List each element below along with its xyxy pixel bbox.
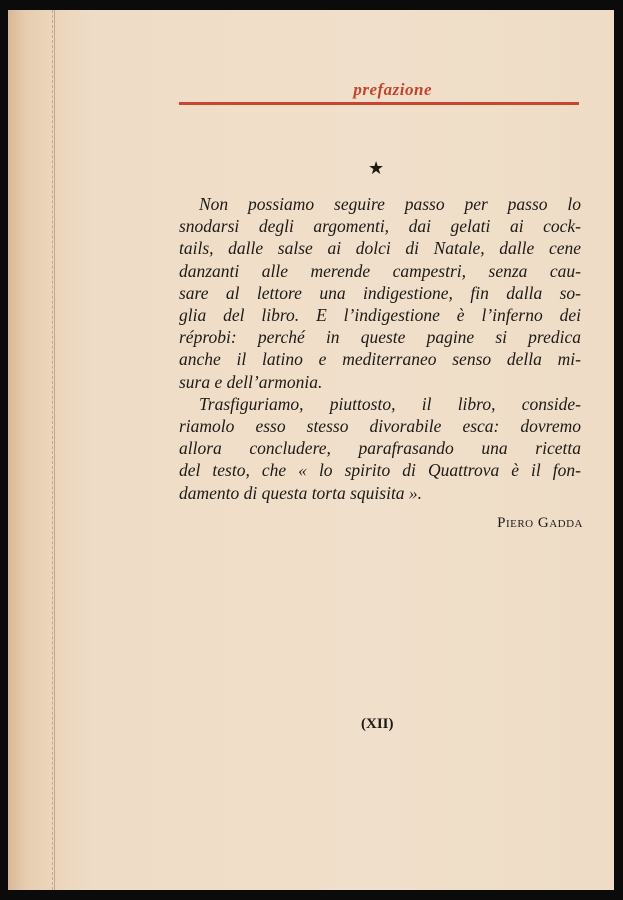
- header-rule: [179, 102, 579, 105]
- text-line: réprobi: perché in queste pagine si predica: [179, 327, 581, 348]
- section-title: prefazione: [353, 80, 432, 99]
- text-line: danzanti alle merende campestri, senza cau-: [179, 260, 581, 281]
- text-line: damento di questa torta squisita ».: [179, 482, 423, 503]
- text-line: tails, dalle salse ai dolci di Natale, dalle cene: [179, 238, 581, 259]
- book-page: [8, 10, 614, 890]
- page-number: (XII): [361, 716, 394, 732]
- text-line: allora concludere, parafrasando una ricetta: [179, 438, 581, 459]
- text-line: snodarsi degli argomenti, dai gelati ai cock-: [179, 216, 581, 237]
- text-line: anche il latino e mediterraneo senso della mi-: [179, 349, 581, 370]
- text-line: glia del libro. E l’indigestione è l’inferno dei: [179, 305, 581, 326]
- star-ornament-icon: ★: [368, 158, 385, 179]
- text-line: sare al lettore una indigestione, fin dalla so-: [179, 282, 581, 303]
- text-line: Non possiamo seguire passo per passo lo: [199, 194, 581, 214]
- author-signature: Piero Gadda: [497, 515, 583, 531]
- text-line: sura e dell’armonia.: [179, 371, 323, 392]
- text-line: del testo, che « lo spirito di Quattrova è il fon-: [179, 460, 581, 481]
- page-edge: [8, 10, 55, 890]
- text-line: Trasfiguriamo, piuttosto, il libro, conside-: [199, 393, 581, 414]
- preface-text: [179, 193, 581, 504]
- text-line: riamolo esso stesso divorabile esca: dovremo: [179, 416, 581, 437]
- binding-line: [52, 10, 53, 890]
